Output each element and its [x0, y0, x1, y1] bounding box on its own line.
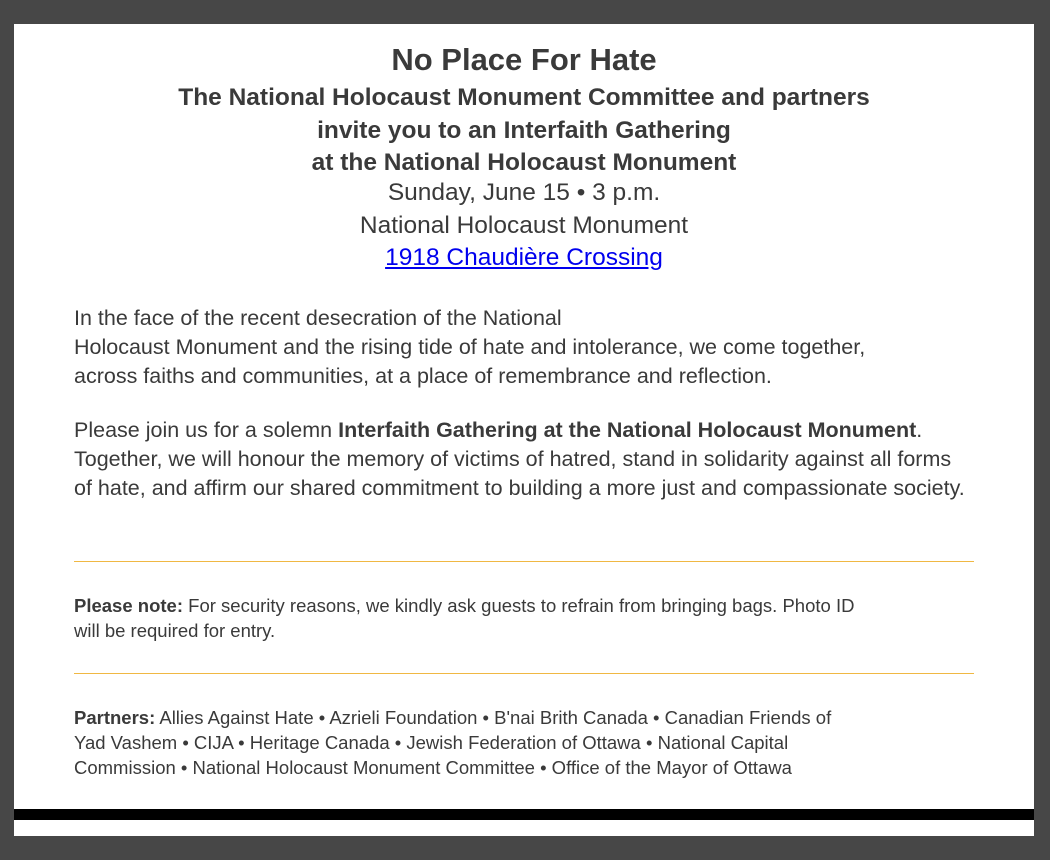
invitation-line-1: The National Holocaust Monument Committee and partners: [178, 84, 870, 111]
partners-line-3: Commission • National Holocaust Monument Committee • Office of the Mayor of Ottawa: [74, 757, 792, 778]
security-note-label: Please note:: [74, 595, 183, 616]
invitation-heading: [14, 82, 1034, 180]
intro-paragraph-line-2: Holocaust Monument and the rising tide of hate and intolerance, we come together,: [74, 335, 866, 359]
security-note-text-1: For security reasons, we kindly ask guests to refrain from bringing bags. Photo ID: [183, 595, 855, 616]
event-date-time: Sunday, June 15 • 3 p.m.: [387, 179, 661, 206]
event-details: [14, 177, 1034, 275]
security-note-line-1: [74, 593, 974, 618]
partners-list: [74, 705, 974, 780]
divider-top: [74, 561, 974, 562]
divider-bottom: [74, 673, 974, 674]
security-note: [74, 593, 974, 643]
event-address-link[interactable]: 1918 Chaudière Crossing: [385, 244, 663, 271]
event-address-line: [14, 242, 1034, 275]
intro-paragraph: [74, 304, 974, 391]
security-note-line-2: will be required for entry.: [74, 620, 276, 641]
footer-bar: [14, 809, 1034, 820]
invitation-paragraph-bold: Interfaith Gathering at the National Holocaust Monument: [338, 418, 917, 442]
event-venue: National Holocaust Monument: [359, 211, 689, 239]
invitation-paragraph: [74, 416, 974, 503]
invitation-line-3: at the National Holocaust Monument: [311, 149, 737, 176]
partners-label: Partners:: [74, 707, 156, 728]
intro-paragraph-line-3: across faiths and communities, at a place of remembrance and reflection.: [74, 364, 772, 388]
intro-paragraph-line-1: In the face of the recent desecration of the National: [74, 306, 562, 330]
partners-line-1: [74, 705, 974, 730]
partners-line-2: Yad Vashem • CIJA • Heritage Canada • Jewish Federation of Ottawa • National Capital: [74, 732, 789, 753]
partners-text-1: Allies Against Hate • Azrieli Foundation • B'nai Brith Canada • Canadian Friends of: [155, 707, 832, 728]
invitation-paragraph-intro: Please join us for a solemn: [74, 418, 339, 442]
invitation-card: [14, 24, 1034, 836]
invitation-line-2: invite you to an Interfaith Gathering: [317, 116, 731, 144]
page-title: No Place For Hate: [391, 42, 657, 77]
invitation-paragraph-rest: . Together, we will honour the memory of victims of hatred, stand in solidarity against all forms of hate, and affirm our shared commitment to building a more just and compassionate society.: [74, 418, 965, 500]
